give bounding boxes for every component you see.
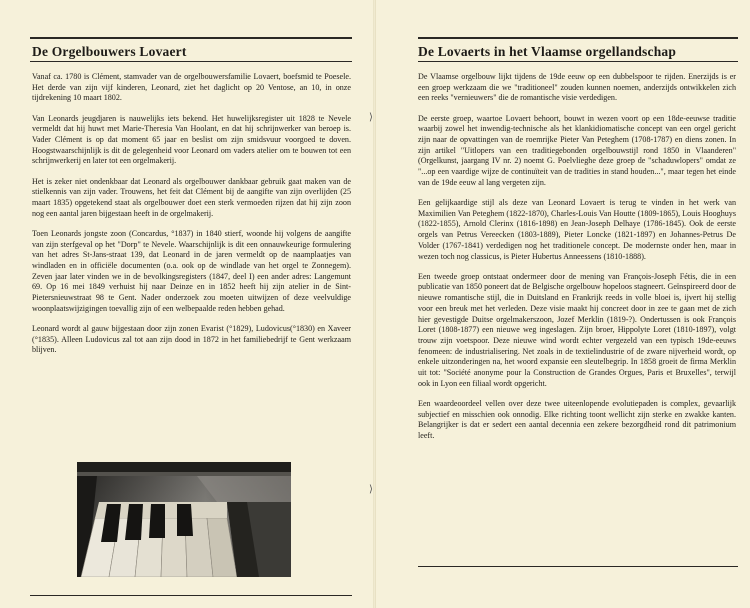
right-page [376,0,750,608]
left-paragraph-1: Vanaf ca. 1780 is Clément, stamvader van de orgelbouwersfamilie Lovaert, boefsmid te Poesele. Het derde van zijn vijf kinderen, Leonard, ziet het daglicht op 20 Ventose, an 10, in onze tijdrekening 10 maart 1802. [32,72,351,103]
title-underline-right [418,61,738,62]
left-paragraph-2: Van Leonards jeugdjaren is nauwelijks iets bekend. Het huwelijksregister uit 1828 te Nevele vermeldt dat hij huwt met Marie-Theresia Van Hoolant, en dat hij schrijnwerker van beroep is. Vader Clément is op dat moment 65 jaar en beslist om zijn smidsvuur voorgoed te doven. Hoogstwaarschijnlijk is dit de gelegenheid voor Leonard om vaders atelier om te bouwen tot een schrijnwerkerij en later tot een orgelmakerij. [32,113,351,166]
top-rule-right [418,37,738,39]
bottom-rule-right [418,566,738,567]
right-paragraph-1: De Vlaamse orgelbouw lijkt tijdens de 19de eeuw op een dubbelspoor te rijden. Enerzijds is er een groep werkzaam die we "traditioneel" zouden kunnen noemen, anderzijds ontwikkelen zich een reeks "vernieuwers" die de romantische visie verdedigen. [418,72,736,103]
right-paragraph-2: De eerste groep, waartoe Lovaert behoort, bouwt in wezen voort op een 18de-eeuwse traditie waarbij zowel het inwendig-technische als het klankidiomatische concept van een orgel gericht zijn naar de opvattingen van de roemrijke Pieter Van Peteghem (1708-1787) en diens zonen. In zijn artikel "Uitlopers van een traditiegebonden orgelbouwstijl rond 1850 in Vlaanderen" (Orgelkunst, jaargang IV nr. 2) noemt G. Poelvlieghe deze groep de "schaduwlopers" omdat ze "...op een vaardige wijze de continuïteit van de tradities in stand houden...", maar tegen het einde van de 19de eeuw al lang vergeten zijn. [418,113,736,187]
binding-mark-lower: ⟩ [369,484,373,495]
left-paragraph-3: Het is zeker niet ondenkbaar dat Leonard als orgelbouwer dankbaar gebruik gaat maken van de stielkennis van zijn vader. Trouwens, het feit dat Clément bij de aangifte van zijn overlijden (25 maart 1835) opgetekend staat als orgelbouwer doet een sterk vermoeden rijzen dat hij zijn zoon nog een aantal jaren bijgestaan heeft in de orgelmakerij. [32,176,351,218]
left-body [32,72,351,366]
right-body [418,72,736,451]
left-paragraph-4: Toen Leonards jongste zoon (Concardus, °1837) in 1840 stierf, woonde hij volgens de aangifte van zijn sterfgeval op het "Dorp" te Nevele. Waarschijnlijk is dit een onnauwkeurige formulering van het adres St-Jans-straat 139, dat Leonard in de jaren vermeldt op de naamplaatjes van windladen en in officiële documenten (o.a. ook op de windlade van het orgel te Zonnegem). Zeven jaar later vinden we in de bevolkingsregisters (1847, deel I) een ander adres: Langemunt 69. Op 16 mei 1849 verhuist hij naar Deinze en in 1852 heeft hij zijn atelier in de Sint-Pietersnieuwstraat 98 te Gent. Nader onderzoek zou moeten uitwijzen of deze veelvuldige woonplaatswijzigingen toevallig zijn of een welbepaalde reden hebben gehad. [32,228,351,313]
right-paragraph-5: Een waardeoordeel vellen over deze twee uiteenlopende evolutiepaden is complex, gevaarlijk subjectief en misschien ook onnodig. Elke richting toont wellicht zijn sterke en zwakke kanten. Belangrijker is dat er sedert een aantal decennia een zekere bezorgdheid rond dit patrimonium leeft. [418,398,736,441]
keyboard-illustration [77,462,291,577]
bottom-rule-left [30,595,352,596]
left-page-title: De Orgelbouwers Lovaert [32,44,187,59]
right-page-title: De Lovaerts in het Vlaamse orgellandschap [418,44,677,59]
right-paragraph-3: Een gelijkaardige stijl als deze van Leonard Lovaert is terug te vinden in het werk van Maximilien Van Peteghem (1822-1870), Charles-Louis Van Houtte (1809-1865), Louis Hooghuys (1822-1855), Arnold Clerinx (1816-1898) en Jean-Joseph Delhaye (1786-1845). Ook de eerste orgels van Petrus Vereecken (1803-1889), Pieter Loncke (1821-1897) en Johannes-Petrus De Volder (1767-1841) verdedigen nog het traditionele concept. De modernste onder hen, maar in wezen toch nog classicus, is Pieter Hubertus Anneessens (1810-1888). [418,198,736,261]
left-page [0,0,374,608]
top-rule-left [30,37,352,39]
keyboard-photo [77,462,291,577]
binding-mark-upper: ⟩ [369,112,373,123]
left-paragraph-5: Leonard wordt al gauw bijgestaan door zijn zonen Evarist (°1829), Ludovicus(°1830) en Xaveer (°1835). Alleen Ludovicus zal tot aan zijn dood in 1872 in het familiebedrijf te Gent werkzaam blijven. [32,324,351,355]
title-underline-left [30,61,352,62]
right-paragraph-4: Een tweede groep ontstaat ondermeer door de mening van François-Joseph Fétis, die in een publicatie van 1850 poneert dat de Belgische orgelbouw hopeloos stagneert. Geïnspireerd door de nieuwe romantische stijl, die in Duitsland en Frankrijk reeds in volle bloei is, ijvert hij stellig voor een breuk met het verleden. Deze visie maakt hij concreet door in zee te gaan met de zich hier gevestigde Duitse orgelmakerszoon, Jozef Merklin (1819-?). Ondertussen is ook François Loret (1808-1877) een nieuwe weg ingeslagen. Zijn broer, Hippolyte Loret (1810-1897), volgt trouw zijn voetspoor. Deze nieuwe wind wordt echter vergezeld van een typisch 19de-eeuws fenomeen: de industrialisering. Net zoals in de textielindustrie of de zware nijverheid wordt, op enkele uitzonderingen na, het woord expansie een sleutelbegrip. In 1858 groeit de firma Merklin uit tot: "Société anonyme pour la Construction de Grandes Orgues, Paris et Bruxelles", terwijl ook in Lyon een filiaal wordt opgericht. [418,271,736,388]
